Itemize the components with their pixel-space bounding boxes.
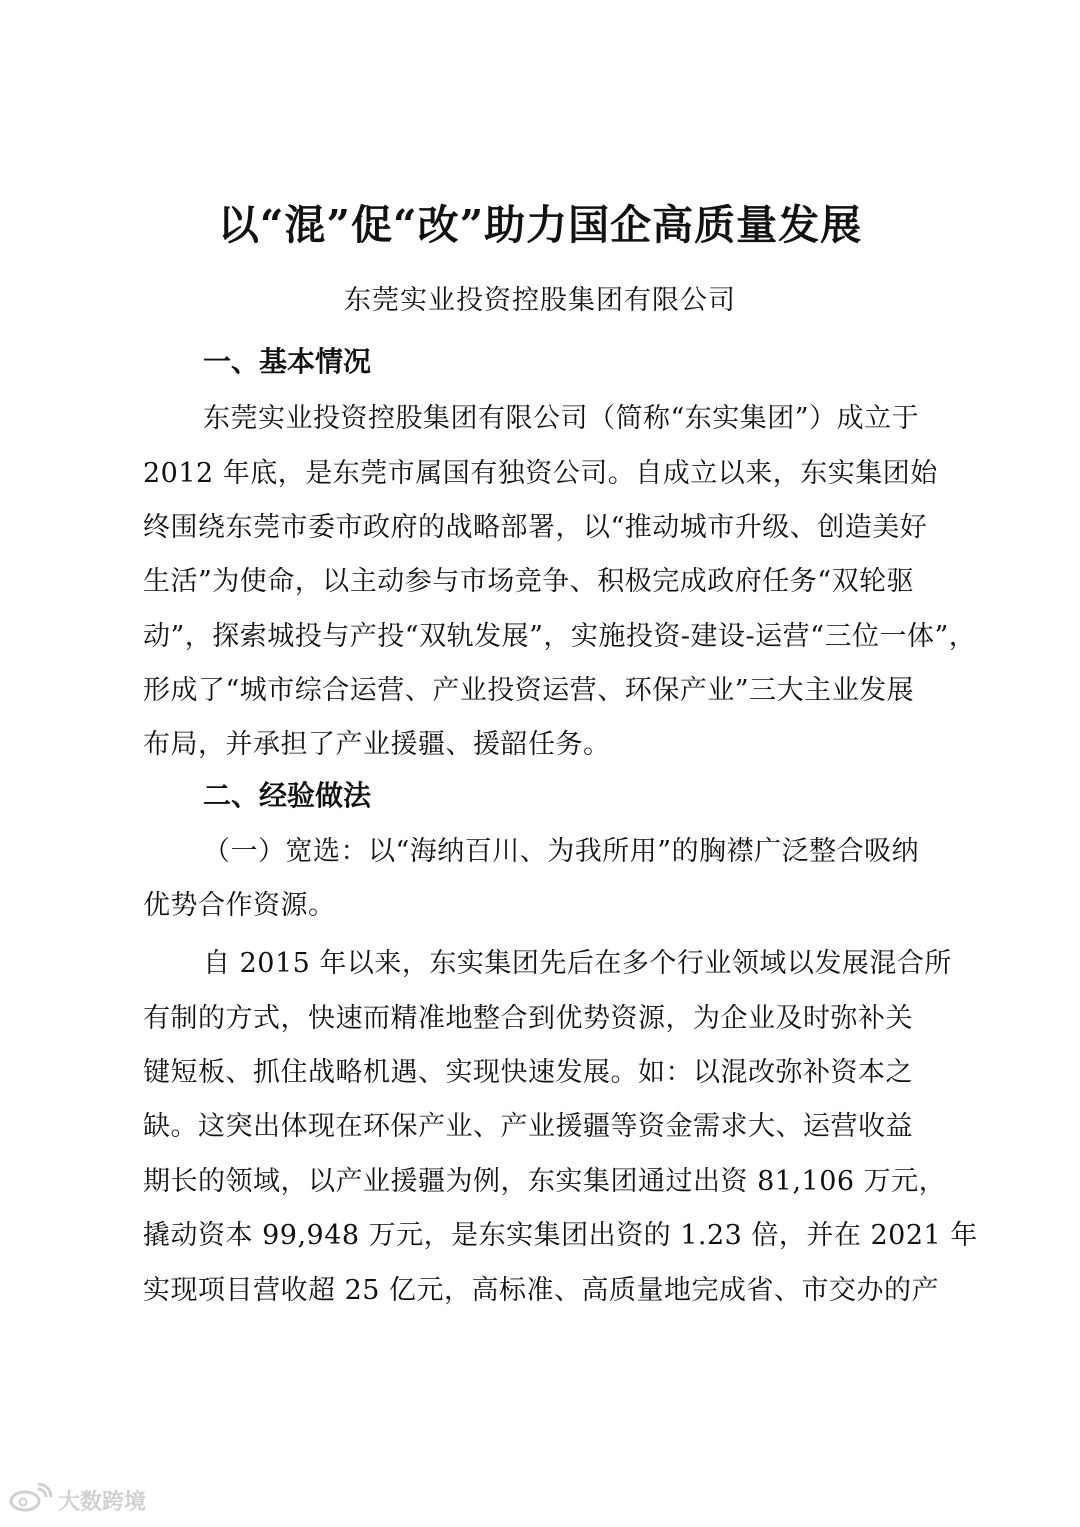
- paragraph-line: 有制的方式，快速而精准地整合到优势资源，为企业及时弥补关: [143, 1003, 913, 1034]
- paragraph-line: 生活”为使命，以主动参与市场竞争、积极完成政府任务“双轮驱: [143, 566, 915, 597]
- paragraph-line: 撬动资本 99,948 万元，是东实集团出资的 1.23 倍，并在 2021 年: [143, 1220, 978, 1251]
- paragraph-line: 实现项目营收超 25 亿元，高标准、高质量地完成省、市交办的产: [143, 1275, 940, 1306]
- document-title: 以“混”促“改”助力国企高质量发展: [217, 201, 863, 249]
- document-author: 东莞实业投资控股集团有限公司: [344, 285, 736, 316]
- watermark-text: 大数跨境: [58, 1489, 147, 1515]
- paragraph-line: 缺。这突出体现在环保产业、产业援疆等资金需求大、运营收益: [143, 1111, 913, 1142]
- section-heading-basic-info: 一、基本情况: [203, 345, 372, 378]
- paragraph-line: 东莞实业投资控股集团有限公司（简称“东实集团”）成立于: [203, 403, 920, 434]
- paragraph-line: 自 2015 年以来，东实集团先后在多个行业领域以发展混合所: [203, 948, 952, 979]
- paragraph-line: 布局，并承担了产业援疆、援韶任务。: [143, 729, 611, 760]
- section-heading-experience: 二、经验做法: [203, 779, 372, 812]
- weibo-logo-icon: [8, 1483, 54, 1517]
- subsection-heading-line: （一）宽选：以“海纳百川、为我所用”的胸襟广泛整合吸纳: [203, 836, 920, 867]
- subsection-heading-line: 优势合作资源。: [143, 890, 336, 921]
- paragraph-line: 键短板、抓住战略机遇、实现快速发展。如：以混改弥补资本之: [143, 1057, 913, 1088]
- paragraph-line: 终围绕东莞市委市政府的战略部署，以“推动城市升级、创造美好: [143, 512, 928, 543]
- paragraph-line: 形成了“城市综合运营、产业投资运营、环保产业”三大主业发展: [143, 675, 915, 706]
- paragraph-line: 期长的领域，以产业援疆为例，东实集团通过出资 81,106 万元，: [143, 1166, 947, 1197]
- paragraph-line: 动”，探索城投与产投“双轨发展”，实施投资-建设-运营“三位一体”，: [143, 621, 977, 652]
- paragraph-line: 2012 年底，是东莞市属国有独资公司。自成立以来，东实集团始: [143, 458, 938, 489]
- watermark: [8, 1483, 146, 1517]
